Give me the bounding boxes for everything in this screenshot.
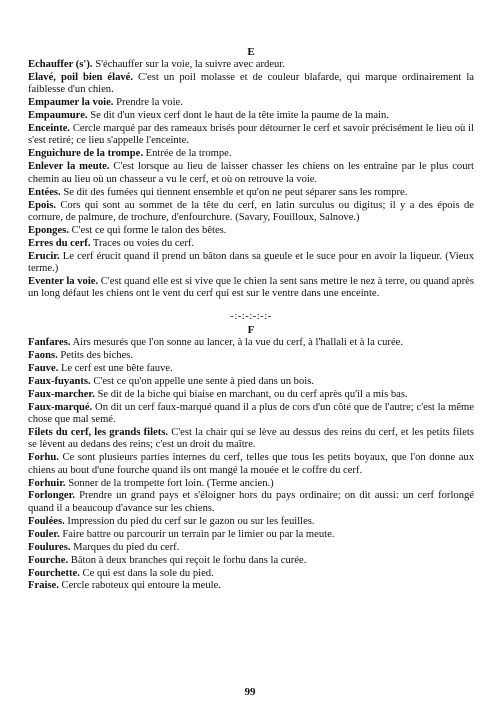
entry-term: Fourchette. [28,567,80,579]
glossary-entry [28,148,474,160]
entry-definition: C'est la chair qui se lève au dessus des reins du cerf, et les petits filets se lèvent au dedans des reins; c'est un droit du maître. [28,426,474,451]
entry-definition: C'est quand elle est si vive que le chien la sent sans mettre le nez à terre, ou quand après un long défaut les chiens ont le vent du cerf qui est sur le ventre dans une enceinte. [28,275,475,300]
entry-term: Eponges. [28,224,69,236]
entry-term: Fanfares. [28,337,71,348]
glossary-entry [28,238,474,250]
entry-definition: On dit un cerf faux-marqué quand il a plus de cors d'un côté que de l'autre; c'est la même chose que mal semé. [28,401,474,426]
glossary-entry [28,59,474,71]
entry-definition: C'est ce qu'on appelle une sente à pied dans un bois. [90,375,314,387]
entry-definition: C'est lorsque au lieu de laisser chasser les chiens on les entraîne par le plus court chemin au lieu où un chasseur a vu le cerf, et où on retrouve la voie. [28,161,474,185]
entry-term: Faux-marcher. [28,388,95,400]
entry-term: Enlever la meute. [28,161,110,173]
entry-definition: Se dit d'un vieux cerf dont le haut de la tête imite la paume de la main. [87,110,389,122]
entry-term: Entées. [28,186,61,198]
glossary-entry [28,402,474,427]
entry-definition: Cercle raboteux qui entoure la meule. [58,580,221,592]
glossary-entry [28,427,474,452]
glossary-entry [28,337,474,349]
glossary-entry [28,363,474,375]
entry-term: Empaumure. [28,110,88,122]
glossary-list-f [28,337,474,593]
entry-term: Forlonger. [28,490,75,502]
glossary-entry [28,516,474,528]
glossary-entry [28,568,474,580]
entry-term: Enguichure de la trompe. [28,148,143,160]
entry-term: Erucir. [28,250,60,262]
glossary-entry [28,97,474,109]
entry-term: Faons. [28,349,58,361]
glossary-entry [28,529,474,541]
glossary-entry [28,389,474,401]
entry-definition: Cors qui sont au sommet de la tête du cerf, en latin surculus ou digitus; il y a des épois de cornure, de palmure, de trochure, d'enfourchure. (Savary, Fouilloux, Salnove.) [28,199,474,223]
entry-definition: Prendre un grand pays et s'éloigner hors du pays ordinaire; on dit aussi: un cerf forlongé quand il a beaucoup d'avance sur les chiens. [28,490,474,514]
entry-definition: C'est ce qui forme le talon des bêtes. [68,224,227,236]
glossary-entry [28,110,474,122]
entry-definition: Se dit des fumées qui tiennent ensemble et qu'on ne peut séparer sans les rompre. [60,186,408,198]
entry-term: Foulées. [28,515,65,527]
entry-definition: Cercle marqué par des rameaux brisés pour détourner le cerf et savoir précisément le lieu où il s'est retiré; ce lieu s'appelle l'enceinte. [28,123,474,147]
glossary-entry [28,225,474,237]
section-separator: -:-:-:-:-:- [230,310,272,322]
entry-definition: Airs mesurés que l'on sonne au lancer, à la vue du cerf, à l'hallali et à la curée. [70,337,404,348]
glossary-entry [28,580,474,592]
entry-term: Erres du cerf. [28,237,91,249]
entry-definition: C'est un poil molasse et de couleur blafarde, qui marque ordinairement la faiblesse d'un chien. [28,71,474,96]
entry-definition: Bâton à deux branches qui reçoit le forhu dans la curée. [68,554,307,566]
entry-definition: S'échauffer sur la voie, la suivre avec ardeur. [92,59,285,70]
entry-definition: Impression du pied du cerf sur le gazon ou sur les feuilles. [64,515,315,527]
glossary-entry [28,72,474,97]
entry-term: Faux-fuyants. [28,375,91,387]
glossary-entry [28,478,474,490]
entry-definition: Se dit de la biche qui biaise en marchant, ou du cerf après qu'il a mis bas. [94,388,408,400]
glossary-entry [28,276,474,301]
glossary-entry [28,200,474,225]
page-number: 99 [244,686,256,698]
entry-definition: Marques du pied du cerf. [70,541,180,553]
glossary-entry [28,452,474,477]
entry-term: Filets du cerf, les grands filets. [28,426,169,438]
entry-definition: Faire battre ou parcourir un terrain par le limier ou par la meute. [59,528,335,540]
glossary-entry [28,376,474,388]
entry-definition: Entrée de la trompe. [142,148,232,160]
glossary-entry [28,123,474,148]
entry-definition: Petits des biches. [57,349,134,361]
entry-definition: Le cerf est une bête fauve. [58,362,173,374]
entry-definition: Traces ou voies du cerf. [90,237,195,249]
entry-term: Epois. [28,199,56,211]
entry-term: Fraise. [28,580,59,592]
section-letter-e: E [247,46,255,58]
entry-definition: Le cerf érucit quand il prend un bâton dans sa gueule et le suce pour en avoir la liqueur. (Vieux terme.) [28,250,474,275]
entry-term: Enceinte. [28,123,71,135]
entry-term: Elavé, poil bien élavé. [28,71,134,83]
section-letter-f: F [247,324,255,336]
entry-term: Fauve. [28,362,59,374]
glossary-entry [28,251,474,276]
glossary-entry [28,161,474,186]
glossary-entry [28,350,474,362]
text-column [28,46,474,593]
glossary-entry [28,555,474,567]
entry-definition: Sonner de la trompette fort loin. (Terme ancien.) [65,477,274,489]
glossary-list-e [28,59,474,301]
entry-term: Fouler. [28,528,60,540]
entry-term: Forhuir. [28,477,66,489]
entry-term: Foulures. [28,541,71,553]
entry-term: Eventer la voie. [28,275,99,287]
entry-term: Fourche. [28,554,69,566]
glossary-entry [28,490,474,515]
glossary-entry [28,542,474,554]
entry-definition: Ce qui est dans la sole du pied. [79,567,214,579]
entry-term: Forhu. [28,452,59,464]
entry-term: Empaumer la voie. [28,97,114,109]
glossary-entry [28,187,474,199]
entry-definition: Prendre la voie. [113,97,183,109]
entry-definition: Ce sont plusieurs parties internes du cerf, telles que tous les petits boyaux, que l'on donne aux chiens au bout d'une fourche quand ils ont mangé la mouée et le coffre du cerf. [28,452,474,476]
entry-term: Echauffer (s'). [28,59,93,70]
entry-term: Faux-marqué. [28,401,93,413]
